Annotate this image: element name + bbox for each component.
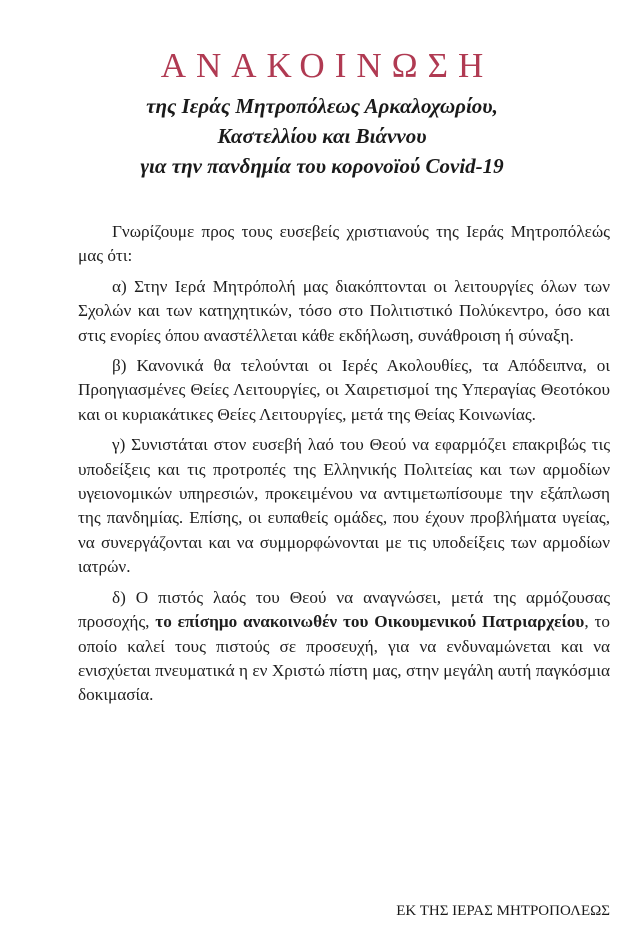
item-d-text-start: δ) Ο πιστός λαός του Θεού να αναγνώσει, μετά της αρμόζουσας προσοχής, (78, 587, 610, 632)
subtitle-line-2: Καστελλίου και Βιάννου (217, 124, 427, 148)
announcement-subtitle (0, 91, 644, 181)
signature: ΕΚ ΤΗΣ ΙΕΡΑΣ ΜΗΤΡΟΠΟΛΕΩΣ (396, 903, 610, 919)
item-d-paragraph (78, 586, 610, 708)
item-a-paragraph: α) Στην Ιερά Μητρόπολή μας διακόπτονται οι λειτουργίες όλων των Σχολών και των κατηχητικών, τόσο στο Πολιτιστικό Πολύκεντρο, όσο και στις ενορίες όπου αναστέλλεται κάθε εκδήλωση, συνάθροιση ή σύναξη. (78, 276, 610, 345)
announcement-body (78, 220, 610, 714)
item-c-paragraph: γ) Συνιστάται στον ευσεβή λαό του Θεού να εφαρμόζει επακριβώς τις υποδείξεις και τις προτροπές της Ελληνικής Πολιτείας και των αρμοδίων υγειονομικών υπηρεσιών, προκειμένου να αντιμετωπίσουμε την εξάπλωση της πανδημίας. Επίσης, οι ευπαθείς ομάδες, που έχουν προβλήματα υγείας, να συνεργάζονται και να συμμορφώνονται με τις υποδείξεις των αρμοδίων ιατρών. (78, 435, 610, 577)
announcement-title: ΑΝΑΚΟΙΝΩΣΗ (160, 46, 494, 85)
intro-paragraph: Γνωρίζουμε προς τους ευσεβείς χριστιανούς της Ιεράς Μητροπόλεώς μας ότι: (78, 222, 610, 266)
patriarchate-announcement-reference: το επίσημο ανακοινωθέν του Οικουμενικού Πατριαρχείου (155, 612, 585, 632)
item-d-text-end: , το οποίο καλεί τους πιστούς σε προσευχή, για να ενδυναμώνεται και να ενισχύεται πνευματικά η εν Χριστώ πίστη μας, στην μεγάλη αυτή παγκόσμια δοκιμασία. (78, 612, 610, 705)
subtitle-line-3: για την πανδημία του κορονοϊού Covid-19 (140, 154, 504, 178)
item-b-paragraph: β) Κανονικά θα τελούνται οι Ιερές Ακολουθίες, τα Απόδειπνα, οι Προηγιασμένες Θείες Λειτουργίες, οι Χαιρετισμοί της Υπεραγίας Θεοτόκου και οι κυριακάτικες Θείες Λειτουργίες, μετά της Θείας Κοινωνίας. (78, 356, 610, 424)
subtitle-line-1: της Ιεράς Μητροπόλεως Αρκαλοχωρίου, (146, 94, 498, 118)
